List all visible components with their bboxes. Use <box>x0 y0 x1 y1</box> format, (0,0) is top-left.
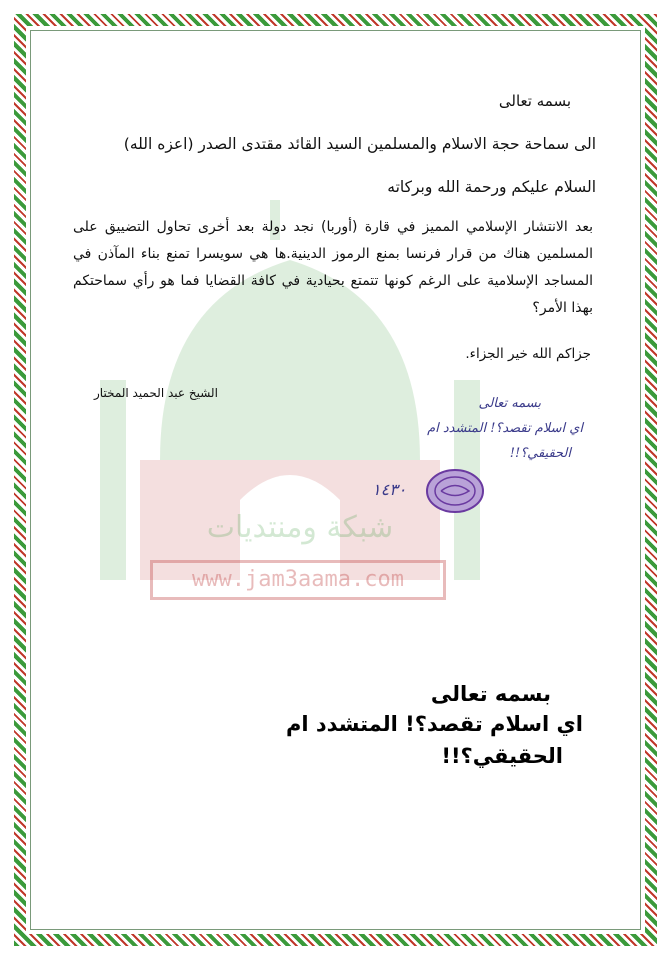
reply-question: اي اسلام تقصد؟! المتشدد ام <box>285 712 583 736</box>
handwritten-date: ١٤٣٠ <box>372 480 407 499</box>
addressee: الى سماحة حجة الاسلام والمسلمين السيد القائد مقتدى الصدر (اعزه الله) <box>123 135 596 153</box>
letter-body: بعد الانتشار الإسلامي المميز في قارة (أوربا) نجد دولة بعد أخرى تحاول التضييق على المسلمين هناك من قرار فرنسا بمنع الرموز الدينية.ها هي سويسرا تمنع بناء المآذن في المساجد الإسلامية على الرغم كونها تتمتع بحيادية في كافة القضايا فما هو رأي سماحتكم بهذا الأمر؟ <box>73 219 593 316</box>
signer-name: الشيخ عبد الحميد المختار <box>94 386 218 400</box>
reply-question-end: الحقيقي؟!! <box>441 744 563 768</box>
reply-basmala: بسمه تعالى <box>430 682 551 706</box>
official-seal-icon <box>425 468 485 514</box>
handwritten-line-1: بسمه تعالى <box>478 396 541 411</box>
handwritten-line-3: الحقيقي؟!! <box>509 446 571 461</box>
watermark-url: www.jam3aama.com <box>150 560 446 600</box>
basmala: بسمه تعالى <box>498 92 571 110</box>
greeting: السلام عليكم ورحمة الله وبركاته <box>387 178 596 196</box>
handwritten-line-2: اي اسلام تقصد؟! المتشدد ام <box>427 421 583 436</box>
thanks-line: جزاكم الله خير الجزاء. <box>465 346 591 362</box>
watermark-sub: شبكة ومنتديات <box>206 510 394 545</box>
